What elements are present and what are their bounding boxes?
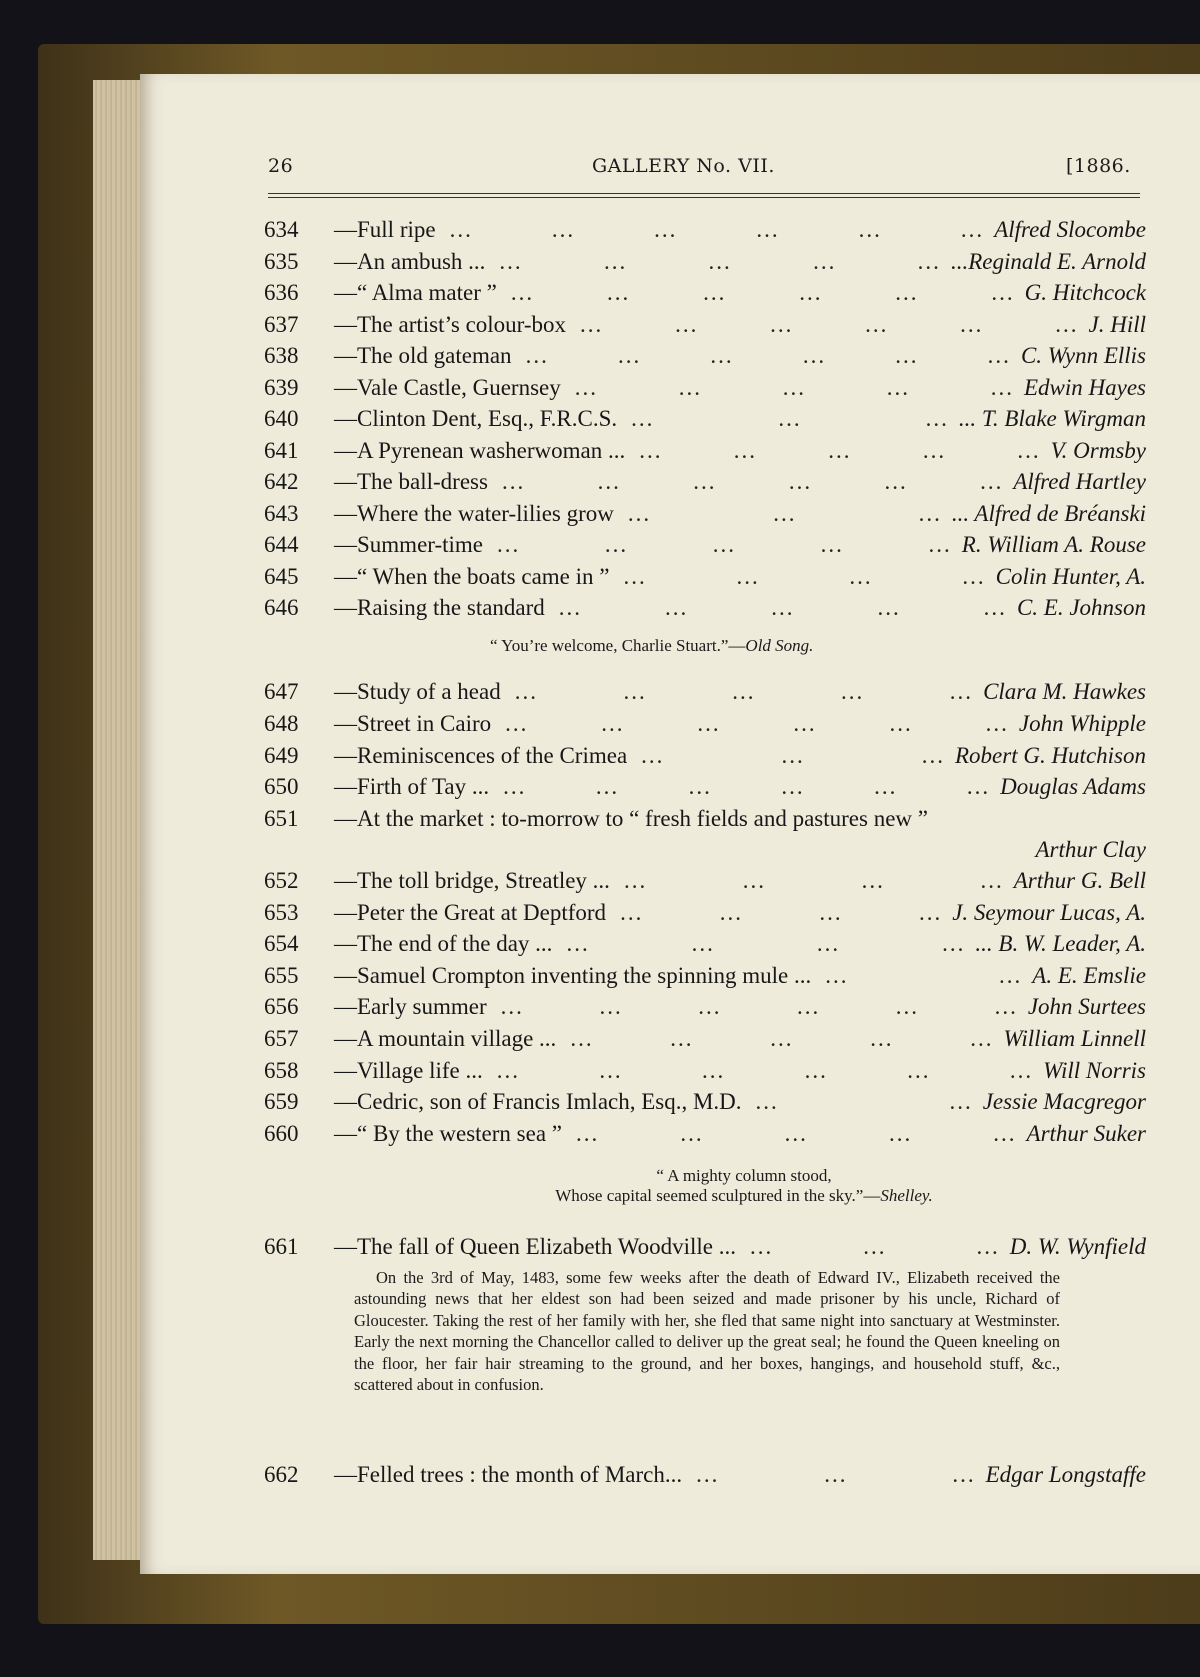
entry-number: 648 (264, 711, 299, 736)
catalogue-entry (264, 772, 1146, 802)
leader-dots: ... ... (755, 1089, 973, 1114)
entry-title: Summer-time (357, 532, 484, 557)
header-rule (268, 193, 1140, 194)
entry-title: Street in Cairo (357, 711, 492, 736)
entry-title: Full ripe (357, 217, 436, 242)
entry-number: 639 (264, 375, 299, 400)
entry-artist: Robert G. Hutchison (954, 743, 1146, 768)
catalogue-entry (264, 677, 1146, 707)
catalogue-entry (264, 278, 1146, 308)
entry-number: 634 (264, 217, 299, 242)
entry-number: 644 (264, 532, 299, 557)
entry-dash: — (334, 249, 357, 274)
entry-number: 658 (264, 1058, 299, 1083)
entry-dash: — (334, 343, 357, 368)
leader-dots: ... ... ... (641, 743, 945, 768)
entry-title: At the market : to-morrow to “ fresh fields and pastures new ” (357, 806, 928, 831)
page-number: 26 (268, 155, 294, 177)
catalogue-entry (264, 1460, 1146, 1490)
leader-dots: ... ... ... ... ... ... (525, 343, 1011, 368)
entry-dash: — (334, 806, 357, 831)
entry-651-artist: Arthur Clay (1035, 837, 1146, 862)
quote-660-source: Shelley. (880, 1186, 933, 1205)
entry-number: 635 (264, 249, 299, 274)
catalogue-entry (264, 866, 1146, 896)
entry-artist: Arthur G. Bell (1013, 868, 1146, 893)
entry-dash: — (334, 1234, 357, 1259)
leader-dots: ... ... ... ... ... (639, 438, 1041, 463)
entry-dash: — (334, 994, 357, 1019)
entry-number: 659 (264, 1089, 299, 1114)
leader-dots: ... ... ... ... ... (558, 595, 1007, 620)
entry-artist: Clara M. Hawkes (983, 679, 1146, 704)
quote-646 (490, 636, 813, 656)
entry-dash: — (334, 1121, 357, 1146)
entry-artist: ... T. Blake Wirgman (958, 406, 1146, 431)
entry-title: Study of a head (357, 679, 501, 704)
entry-dash: — (334, 595, 357, 620)
catalogue-entry (264, 741, 1146, 771)
entry-dash: — (334, 469, 357, 494)
entry-artist: R. William A. Rouse (961, 532, 1146, 557)
catalogue-entry (264, 310, 1146, 340)
catalogue-entry (264, 436, 1146, 466)
entry-dash: — (334, 711, 357, 736)
catalogue-entry (264, 1087, 1146, 1117)
entry-dash: — (334, 963, 357, 988)
leader-dots: ... ... ... ... (566, 931, 966, 956)
catalogue-entry (264, 992, 1146, 1022)
entry-number: 660 (264, 1121, 299, 1146)
entry-number: 646 (264, 595, 299, 620)
entry-artist: John Whipple (1018, 711, 1146, 736)
catalogue-entry (264, 530, 1146, 560)
catalogue-entry (264, 898, 1146, 928)
entry-title: The toll bridge, Streatley ... (357, 868, 610, 893)
entry-dash: — (334, 1026, 357, 1051)
entry-artist: C. E. Johnson (1016, 595, 1146, 620)
leader-dots: ... ... ... (750, 1234, 1000, 1259)
leader-dots: ... ... ... (696, 1462, 976, 1487)
leader-dots: ... ... ... ... ... (570, 1026, 994, 1051)
entry-title: Village life ... (357, 1058, 483, 1083)
entry-number: 652 (264, 868, 299, 893)
entry-title: Where the water-lilies grow (357, 501, 614, 526)
catalogue-entry (264, 499, 1146, 529)
quote-660-line2: Whose capital seemed sculptured in the sky.”— (555, 1186, 881, 1205)
entry-artist: ... B. W. Leader, A. (975, 931, 1146, 956)
entry-artist: William Linnell (1003, 1026, 1146, 1051)
entry-dash: — (334, 900, 357, 925)
entry-number: 649 (264, 743, 299, 768)
leader-dots: ... ... ... ... ... (574, 375, 1014, 400)
entry-dash: — (334, 564, 357, 589)
entry-artist: Arthur Suker (1026, 1121, 1146, 1146)
entry-number: 655 (264, 963, 299, 988)
leader-dots: ... ... ... ... ... ... (449, 217, 985, 242)
entry-number: 661 (264, 1234, 299, 1259)
quote-646-text: “ You’re welcome, Charlie Stuart.”— (490, 636, 746, 655)
entry-artist: C. Wynn Ellis (1020, 343, 1146, 368)
entry-number: 651 (264, 806, 299, 831)
catalogue-entry (264, 961, 1146, 991)
leader-dots: ... ... ... ... ... (514, 679, 974, 704)
leader-dots: ... ... ... ... (623, 564, 986, 589)
entry-dash: — (334, 1058, 357, 1083)
entry-dash: — (334, 280, 357, 305)
entry-title: Peter the Great at Deptford (357, 900, 607, 925)
catalogue-entry (264, 562, 1146, 592)
entry-title: Clinton Dent, Esq., F.R.C.S. (357, 406, 618, 431)
catalogue-entry (264, 341, 1146, 371)
entry-661-description: On the 3rd of May, 1483, some few weeks after the death of Edward IV., Elizabeth received the astounding news that her eldest son had been seized and made prisoner by his uncle, Richard of Gloucester. Taking the rest of her family with her, she fled that same night into sanctuary at Westminster. Early the next morning the Chancellor called to deliver up the great seal; he found the Queen kneeling on the floor, her fair hair streaming to the ground, and her boxes, hangings, and household stuff, &c., scattered about in confusion. (354, 1268, 1060, 1395)
entry-dash: — (334, 438, 357, 463)
entry-title: The artist’s colour-box (357, 312, 567, 337)
entry-dash: — (334, 679, 357, 704)
entry-dash: — (334, 532, 357, 557)
entry-dash: — (334, 217, 357, 242)
quote-646-source: Old Song. (745, 636, 814, 655)
entry-number: 636 (264, 280, 299, 305)
leader-dots: ... ... ... ... ... ... (505, 711, 1009, 736)
entry-dash: — (334, 406, 357, 431)
entry-artist: Will Norris (1043, 1058, 1146, 1083)
catalogue-entry (264, 215, 1146, 245)
entry-artist: ...Reginald E. Arnold (950, 249, 1146, 274)
catalogue-entry (264, 1232, 1146, 1262)
quote-660-line1: “ A mighty column stood, (656, 1166, 832, 1185)
entry-dash: — (334, 501, 357, 526)
catalogue-entry (264, 1024, 1146, 1054)
entry-title: Vale Castle, Guernsey (357, 375, 561, 400)
entry-dash: — (334, 1089, 357, 1114)
leader-dots: ... ... (825, 963, 1023, 988)
entry-number: 638 (264, 343, 299, 368)
leader-dots: ... ... ... ... ... ... (496, 1058, 1034, 1083)
leader-dots: ... ... ... ... ... ... (501, 469, 1004, 494)
entry-title: A mountain village ... (357, 1026, 557, 1051)
entry-artist: Edgar Longstaffe (985, 1462, 1146, 1487)
page-year: [1886. (1066, 155, 1131, 177)
entry-title: “ Alma mater ” (357, 280, 497, 305)
catalogue-entry (264, 929, 1146, 959)
entry-artist: ... Alfred de Bréanski (951, 501, 1146, 526)
leader-dots: ... ... ... ... ... (497, 532, 952, 557)
leader-dots: ... ... ... (631, 406, 949, 431)
entry-title: Early summer (357, 994, 487, 1019)
entry-number: 662 (264, 1462, 299, 1487)
entry-artist: Colin Hunter, A. (995, 564, 1146, 589)
entry-number: 657 (264, 1026, 299, 1051)
entry-dash: — (334, 931, 357, 956)
entry-artist: Edwin Hayes (1023, 375, 1146, 400)
entry-number: 637 (264, 312, 299, 337)
entry-number: 640 (264, 406, 299, 431)
entry-artist: Jessie Macgregor (982, 1089, 1146, 1114)
entry-number: 653 (264, 900, 299, 925)
entry-artist: Alfred Slocombe (994, 217, 1146, 242)
leader-dots: ... ... ... (627, 501, 942, 526)
page-edges (93, 80, 145, 1560)
leader-dots: ... ... ... ... ... ... (500, 994, 1018, 1019)
entry-number: 643 (264, 501, 299, 526)
entry-title: The old gateman (357, 343, 512, 368)
entry-number: 650 (264, 774, 299, 799)
entry-artist: Alfred Hartley (1013, 469, 1146, 494)
entry-artist: D. W. Wynfield (1009, 1234, 1146, 1259)
entry-title: Raising the standard (357, 595, 545, 620)
entry-title: Firth of Tay ... (357, 774, 490, 799)
entry-artist: V. Ormsby (1050, 438, 1146, 463)
entry-dash: — (334, 375, 357, 400)
entry-title: Felled trees : the month of March... (357, 1462, 683, 1487)
entry-title: Reminiscences of the Crimea (357, 743, 628, 768)
catalogue-entry (264, 404, 1146, 434)
entry-title: The ball-dress (357, 469, 488, 494)
entry-dash: — (334, 868, 357, 893)
entry-number: 647 (264, 679, 299, 704)
entry-artist: John Surtees (1027, 994, 1146, 1019)
catalogue-entry (264, 1119, 1146, 1149)
catalogue-entry (264, 804, 1146, 834)
entry-number: 645 (264, 564, 299, 589)
entry-dash: — (334, 312, 357, 337)
entry-number: 641 (264, 438, 299, 463)
entry-title: The fall of Queen Elizabeth Woodville ... (357, 1234, 737, 1259)
quote-660 (484, 1166, 1004, 1206)
entry-title: “ By the western sea ” (357, 1121, 563, 1146)
leader-dots: ... ... ... ... (623, 868, 1004, 893)
entry-title: “ When the boats came in ” (357, 564, 610, 589)
entry-title: A Pyrenean washerwoman ... (357, 438, 626, 463)
catalogue-entry (264, 709, 1146, 739)
entry-number: 654 (264, 931, 299, 956)
leader-dots: ... ... ... ... ... (499, 249, 941, 274)
leader-dots: ... ... ... ... ... ... (510, 280, 1015, 305)
page-title: GALLERY No. VII. (592, 155, 775, 177)
entry-artist: J. Hill (1088, 312, 1146, 337)
catalogue-entry (264, 593, 1146, 623)
entry-number: 642 (264, 469, 299, 494)
entry-dash: — (334, 743, 357, 768)
catalogue-entry (264, 467, 1146, 497)
entry-artist: J. Seymour Lucas, A. (952, 900, 1146, 925)
entry-artist: Douglas Adams (1000, 774, 1146, 799)
header-rule-2 (268, 197, 1140, 198)
entry-artist: G. Hitchcock (1024, 280, 1146, 305)
entry-title: An ambush ... (357, 249, 486, 274)
leader-dots: ... ... ... ... (620, 900, 943, 925)
leader-dots: ... ... ... ... ... ... (503, 774, 991, 799)
entry-artist: A. E. Emslie (1032, 963, 1146, 988)
entry-title: Samuel Crompton inventing the spinning mule ... (357, 963, 812, 988)
catalogue-entry (264, 247, 1146, 277)
leader-dots: ... ... ... ... ... (576, 1121, 1017, 1146)
entry-title: The end of the day ... (357, 931, 553, 956)
entry-dash: — (334, 1462, 357, 1487)
entry-title: Cedric, son of Francis Imlach, Esq., M.D. (357, 1089, 742, 1114)
catalogue-entry (264, 1056, 1146, 1086)
leader-dots: ... ... ... ... ... ... (580, 312, 1079, 337)
catalogue-entry (264, 373, 1146, 403)
entry-number: 656 (264, 994, 299, 1019)
entry-dash: — (334, 774, 357, 799)
